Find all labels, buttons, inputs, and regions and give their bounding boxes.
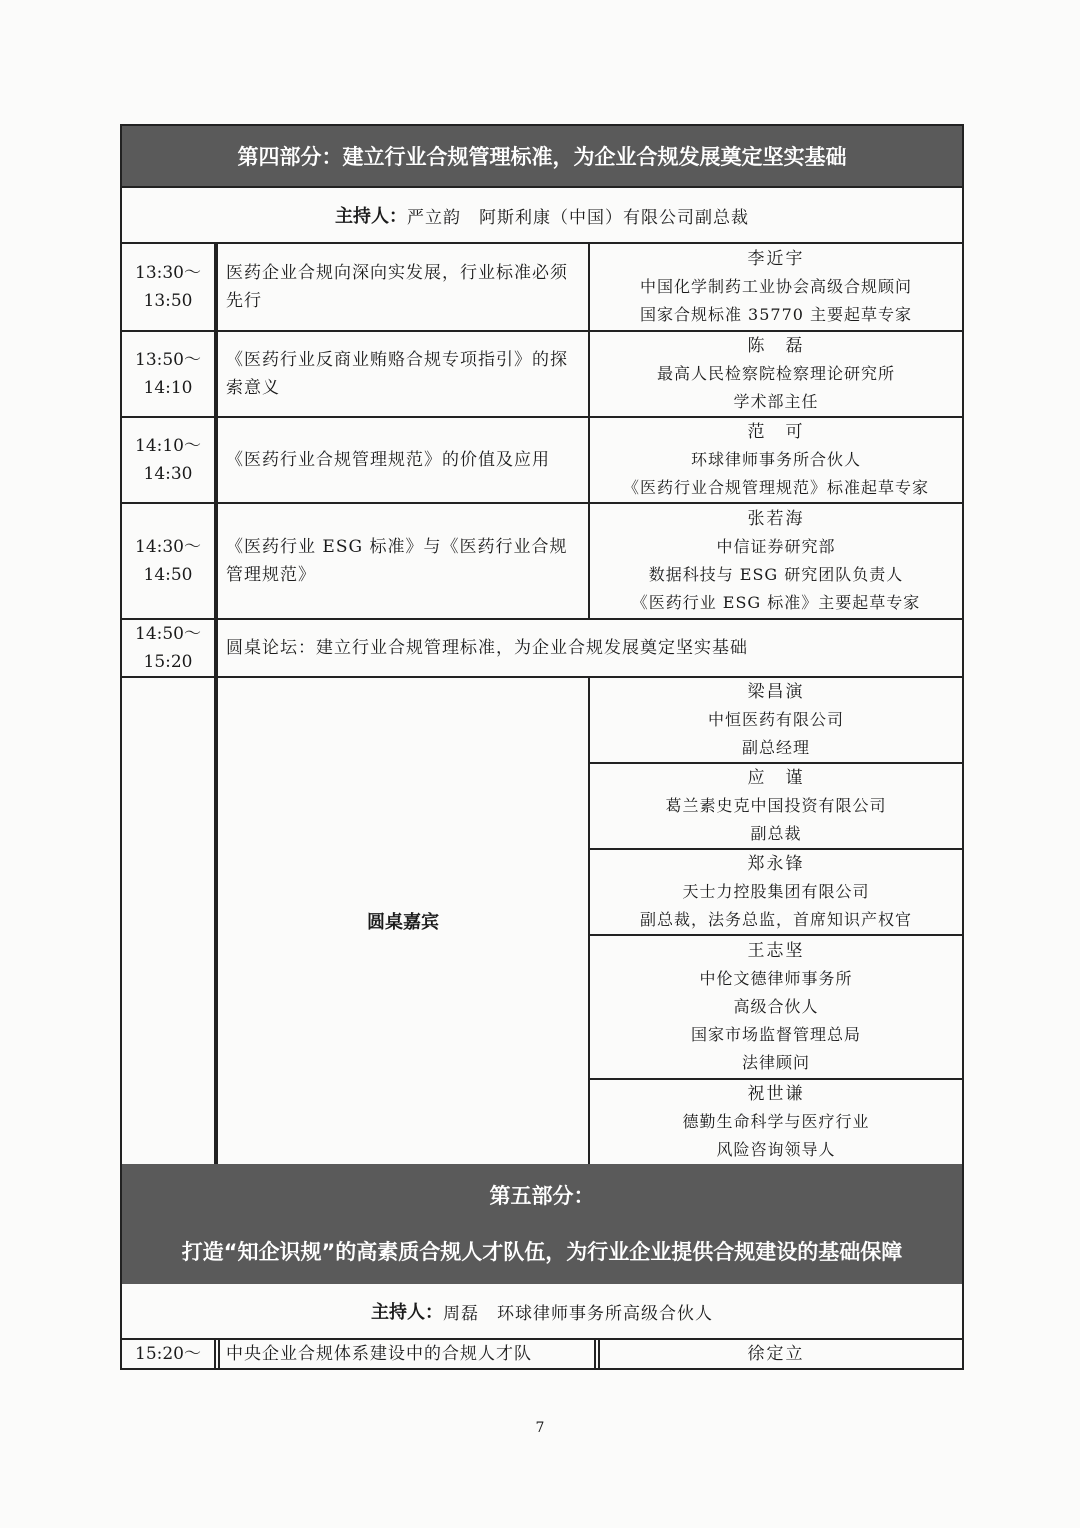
session-4-topic: 《医药行业 ESG 标准》与《医药行业合规管理规范》 (226, 537, 568, 585)
part5-host (122, 1284, 962, 1338)
roundtable-guests-label: 圆桌嘉宾 (367, 912, 439, 933)
guest-name: 应 谨 (747, 768, 805, 788)
last-row-topic: 中央企业合规体系建设中的合规人才队 (226, 1344, 532, 1364)
speaker-name: 张若海 (747, 509, 805, 529)
part4-title-text: 第四部分：建立行业合规管理标准，为企业合规发展奠定坚实基础 (237, 145, 847, 169)
guest-name: 祝世谦 (747, 1084, 805, 1104)
part5-title (122, 1164, 962, 1284)
session-3-topic: 《医药行业合规管理规范》的价值及应用 (226, 450, 550, 470)
session-4-speaker: 张若海 中信证券研究部 数据科技与 ESG 研究团队负责人 《医药行业 ESG 标准》主要起草专家 (590, 504, 962, 618)
part5-title-line2: 打造“知企识规”的高素质合规人才队伍，为行业企业提供合规建设的基础保障 (181, 1240, 903, 1264)
last-row-speaker: 徐定立 (747, 1344, 805, 1364)
speaker-name: 陈 磊 (747, 336, 805, 356)
session-2-topic: 《医药行业反商业贿赂合规专项指引》的探索意义 (226, 350, 568, 398)
part5-host-label: 主持人： (371, 1302, 443, 1323)
guest-name: 郑永锋 (747, 854, 805, 874)
session-2-time: 13:50～ 14:10 (135, 350, 201, 398)
guest-3: 郑永锋 天士力控股集团有限公司 副总裁，法务总监，首席知识产权官 (590, 850, 962, 934)
session-1-topic: 医药企业合规向深向实发展，行业标准必须先行 (226, 263, 568, 311)
session-2-speaker: 陈 磊 最高人民检察院检察理论研究所 学术部主任 (590, 332, 962, 416)
session-1-speaker: 李近宇 中国化学制药工业协会高级合规顾问 国家合规标准 35770 主要起草专家 (590, 244, 962, 330)
last-row-time: 15:20～ (135, 1344, 201, 1364)
speaker-name: 李近宇 (747, 249, 805, 269)
roundtable-topic: 圆桌论坛：建立行业合规管理标准，为企业合规发展奠定坚实基础 (226, 638, 748, 658)
session-3-speaker: 范 可 环球律师事务所合伙人 《医药行业合规管理规范》标准起草专家 (590, 418, 962, 502)
speaker-name: 范 可 (747, 422, 805, 442)
session-4-time: 14:30～ 14:50 (135, 537, 201, 585)
part4-host-text: 严立韵 阿斯利康（中国）有限公司副总裁 (407, 207, 749, 228)
part5-title-line1: 第五部分： (489, 1184, 595, 1208)
guest-4: 王志坚 中伦文德律师事务所 高级合伙人 国家市场监督管理总局 法律顾问 (590, 936, 962, 1078)
guest-name: 王志坚 (747, 941, 805, 961)
roundtable-time: 14:50～ 15:20 (135, 624, 201, 672)
session-3-time: 14:10～ 14:30 (135, 436, 201, 484)
guest-1: 梁昌演 中恒医药有限公司 副总经理 (590, 678, 962, 762)
guest-5: 祝世谦 德勤生命科学与医疗行业 风险咨询领导人 (590, 1080, 962, 1164)
guest-name: 梁昌演 (747, 682, 805, 702)
guest-2: 应 谨 葛兰素史克中国投资有限公司 副总裁 (590, 764, 962, 848)
session-1-time: 13:30～ 13:50 (135, 263, 201, 311)
part4-host-label: 主持人： (335, 206, 407, 227)
part4-host (122, 188, 962, 242)
part5-host-text: 周磊 环球律师事务所高级合伙人 (443, 1303, 713, 1324)
part4-title (122, 126, 962, 186)
page-number: 7 (535, 1420, 545, 1436)
